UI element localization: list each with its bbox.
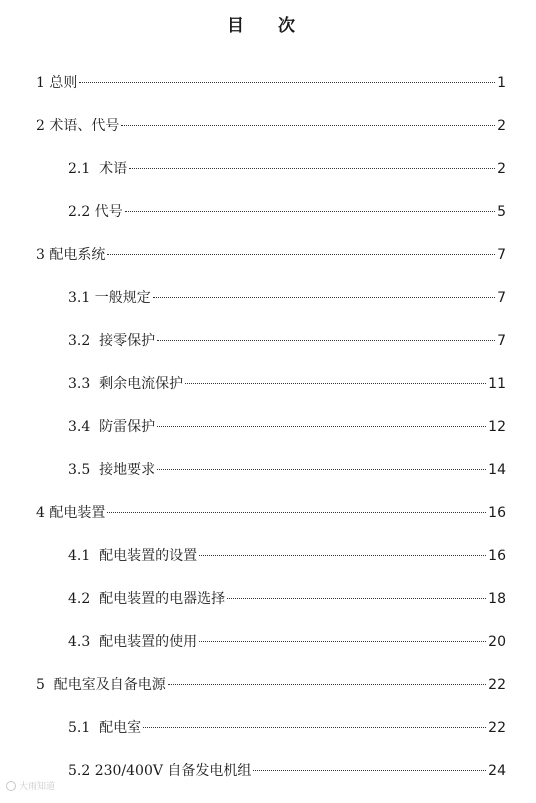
toc-entry-label: 3.2 接零保护	[68, 333, 156, 349]
logo-icon	[6, 781, 16, 791]
toc-dot-leader	[121, 125, 495, 126]
toc-entry-page: 24	[488, 763, 506, 779]
toc-entry[interactable]	[0, 115, 536, 158]
toc-entry-label: 3.3 剩余电流保护	[68, 376, 184, 392]
toc-entry[interactable]	[0, 760, 536, 803]
toc-dot-leader	[185, 383, 486, 384]
toc-entry[interactable]	[0, 717, 536, 760]
toc-entry[interactable]	[0, 502, 536, 545]
toc-entry-page: 12	[488, 419, 506, 435]
toc-dot-leader	[129, 168, 495, 169]
toc-entry-label: 2.2 代号	[68, 204, 123, 220]
toc-dot-leader	[107, 512, 486, 513]
toc-entry-page: 11	[488, 376, 506, 392]
toc-entry-label: 3.1 一般规定	[68, 290, 151, 306]
toc-dot-leader	[199, 555, 486, 556]
watermark	[6, 779, 55, 792]
toc-entry-label: 2.1 术语	[68, 161, 128, 177]
table-of-contents	[0, 72, 536, 803]
toc-dot-leader	[125, 211, 495, 212]
toc-entry-label: 5.1 配电室	[68, 720, 142, 736]
toc-entry[interactable]	[0, 158, 536, 201]
toc-entry-page: 16	[488, 505, 506, 521]
toc-entry-label: 4.1 配电装置的设置	[68, 548, 198, 564]
toc-dot-leader	[157, 340, 495, 341]
toc-entry-label: 5 配电室及自备电源	[36, 677, 166, 693]
toc-entry-page: 22	[488, 720, 506, 736]
toc-entry-label: 4.3 配电装置的使用	[68, 634, 198, 650]
toc-dot-leader	[157, 426, 486, 427]
toc-entry[interactable]	[0, 588, 536, 631]
toc-dot-leader	[227, 598, 486, 599]
toc-entry[interactable]	[0, 287, 536, 330]
toc-entry-label: 5.2 230/400V 自备发电机组	[68, 763, 252, 779]
toc-dot-leader	[143, 727, 486, 728]
toc-entry-label: 2 术语、代号	[36, 118, 120, 134]
toc-entry-page: 2	[497, 118, 506, 134]
toc-entry[interactable]	[0, 416, 536, 459]
toc-entry[interactable]	[0, 545, 536, 588]
toc-dot-leader	[153, 297, 495, 298]
toc-entry-label: 4.2 配电装置的电器选择	[68, 591, 226, 607]
toc-dot-leader	[79, 82, 495, 83]
toc-entry[interactable]	[0, 631, 536, 674]
toc-entry-page: 5	[497, 204, 506, 220]
toc-dot-leader	[157, 469, 486, 470]
toc-entry-label: 3.5 接地要求	[68, 462, 156, 478]
toc-entry-label: 3 配电系统	[36, 247, 106, 263]
toc-dot-leader	[253, 770, 486, 771]
toc-entry[interactable]	[0, 244, 536, 287]
toc-entry[interactable]	[0, 674, 536, 717]
toc-dot-leader	[168, 684, 486, 685]
toc-entry-page: 1	[497, 75, 506, 91]
toc-entry-page: 22	[488, 677, 506, 693]
toc-entry[interactable]	[0, 72, 536, 115]
toc-dot-leader	[107, 254, 495, 255]
page-title: 目 次	[227, 16, 309, 36]
toc-entry-page: 20	[488, 634, 506, 650]
toc-entry-label: 4 配电装置	[36, 505, 106, 521]
toc-entry[interactable]	[0, 330, 536, 373]
toc-entry[interactable]	[0, 201, 536, 244]
toc-entry-label: 1 总则	[36, 75, 78, 91]
toc-entry[interactable]	[0, 373, 536, 416]
toc-entry-page: 2	[497, 161, 506, 177]
toc-entry-page: 7	[497, 333, 506, 349]
toc-entry-page: 14	[488, 462, 506, 478]
toc-entry[interactable]	[0, 459, 536, 502]
toc-entry-page: 16	[488, 548, 506, 564]
toc-entry-page: 7	[497, 247, 506, 263]
toc-entry-page: 18	[488, 591, 506, 607]
watermark-text: 大雨知道	[19, 782, 56, 792]
toc-dot-leader	[199, 641, 486, 642]
toc-entry-page: 7	[497, 290, 506, 306]
toc-entry-label: 3.4 防雷保护	[68, 419, 156, 435]
